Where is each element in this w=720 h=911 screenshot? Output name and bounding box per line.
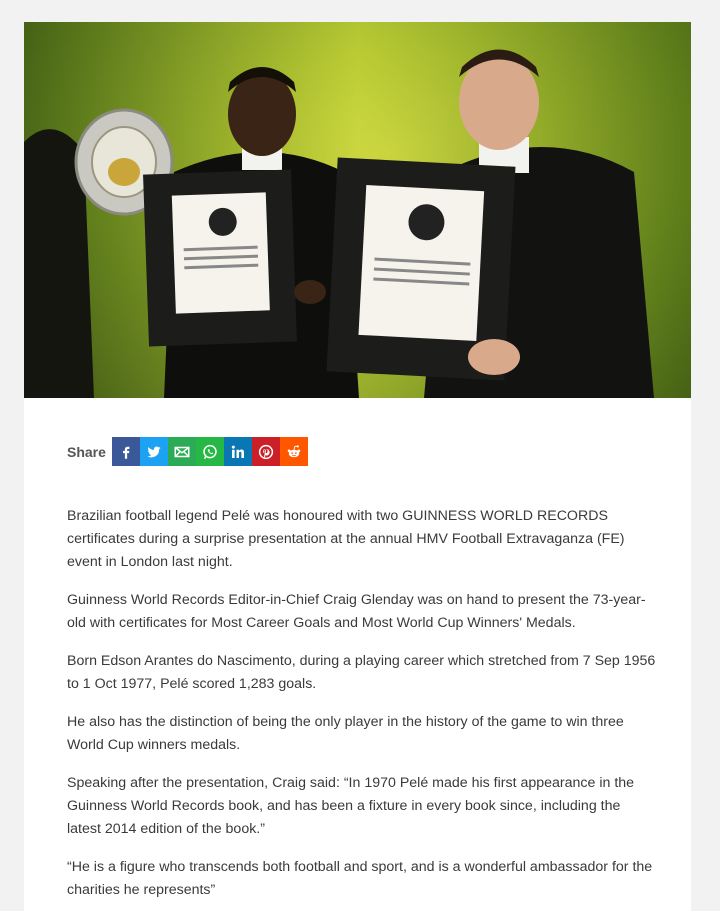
article-card	[24, 22, 691, 911]
pinterest-icon	[257, 443, 275, 461]
reddit-icon	[285, 443, 303, 461]
share-whatsapp-button[interactable]	[196, 437, 224, 466]
linkedin-icon	[229, 443, 247, 461]
photo-illustration	[24, 22, 691, 398]
share-bar	[67, 437, 308, 466]
hero-photo	[24, 22, 691, 398]
twitter-icon	[145, 443, 163, 461]
share-label: Share	[67, 443, 106, 460]
article-body	[67, 505, 657, 911]
share-linkedin-button[interactable]	[224, 437, 252, 466]
share-facebook-button[interactable]	[112, 437, 140, 466]
article-paragraph: He also has the distinction of being the only player in the history of the game to win three World Cup winners medals.	[67, 714, 624, 753]
article-paragraph: “He is a figure who transcends both football and sport, and is a wonderful ambassador for the charities he represents”	[67, 859, 653, 898]
article-paragraph: Speaking after the presentation, Craig said: “In 1970 Pelé made his first appearance in the Guinness World Records book, and has been a fixture in every book since, including the latest 2014 edition of the book.”	[67, 775, 635, 837]
whatsapp-icon	[201, 443, 219, 461]
share-pinterest-button[interactable]	[252, 437, 280, 466]
article-paragraph: Born Edson Arantes do Nascimento, during a playing career which stretched from 7 Sep 1956 to 1 Oct 1977, Pelé scored 1,283 goals.	[67, 653, 656, 692]
facebook-icon	[117, 443, 135, 461]
article-paragraph: Guinness World Records Editor-in-Chief Craig Glenday was on hand to present the 73-year-old with certificates for Most Career Goals and Most World Cup Winners' Medals.	[67, 592, 646, 631]
share-reddit-button[interactable]	[280, 437, 308, 466]
share-twitter-button[interactable]	[140, 437, 168, 466]
email-icon	[173, 443, 191, 461]
share-email-button[interactable]	[168, 437, 196, 466]
article-paragraph: Brazilian football legend Pelé was honoured with two GUINNESS WORLD RECORDS certificates during a surprise presentation at the annual HMV Football Extravaganza (FE) event in London last night.	[67, 508, 625, 570]
